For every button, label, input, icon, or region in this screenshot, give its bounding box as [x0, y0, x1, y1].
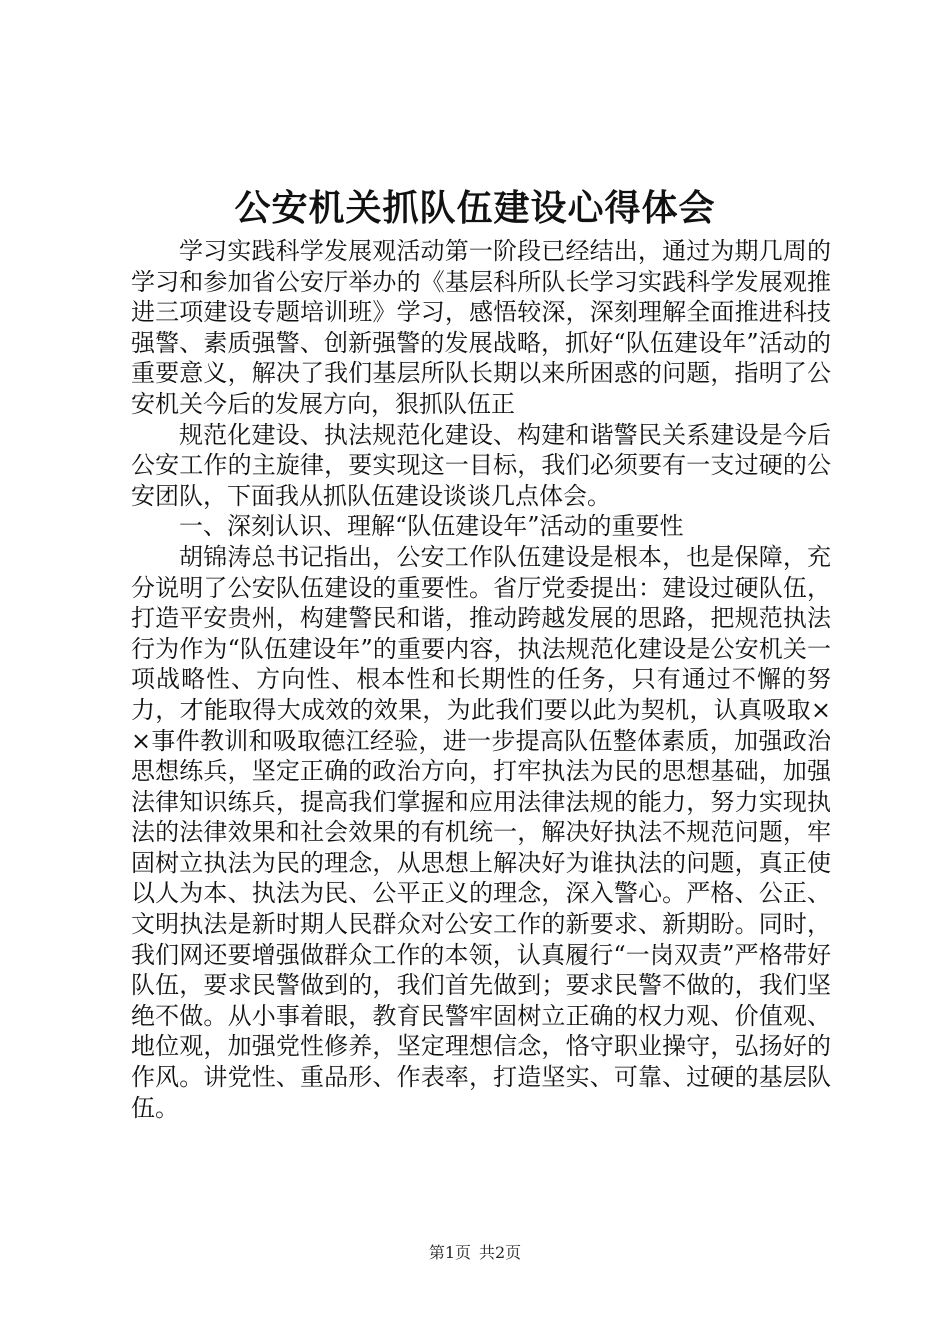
section-heading: 一、深刻认识、理解“队伍建设年”活动的重要性 — [179, 512, 684, 541]
document-title: 公安机关抓队伍建设心得体会 — [234, 187, 716, 229]
paragraph-intro: 学习实践科学发展观活动第一阶段已经结出，通过为期几周的学习和参加省公安厅举办的《基层科所队长学习实践科学发展观推进三项建设专题培训班》学习，感悟较深，深刻理解全面推进科技强警、素质强警、创新强警的发展战略，抓好“队伍建设年”活动的重要意义，解决了我们基层所队长期以来所困惑的问题，指明了公安机关今后的发展方向，狠抓队伍正 — [131, 237, 831, 418]
paragraph-theme: 规范化建设、执法规范化建设、构建和谐警民关系建设是今后公安工作的主旋律，要实现这一目标，我们必须要有一支过硬的公安团队，下面我从抓队伍建设谈谈几点体会。 — [131, 420, 831, 510]
page-number: 第1页 — [428, 1243, 471, 1262]
page-total: 共2页 — [479, 1243, 522, 1262]
page-footer — [0, 1242, 950, 1264]
paragraph-section-body: 胡锦涛总书记指出，公安工作队伍建设是根本，也是保障，充分说明了公安队伍建设的重要性。省厅党委提出：建设过硬队伍，打造平安贵州，构建警民和谐，推动跨越发展的思路，把规范执法行为作为“队伍建设年”的重要内容，执法规范化建设是公安机关一项战略性、方向性、根本性和长期性的任务，只有通过不懈的努力，才能取得大成效的效果，为此我们要以此为契机，认真吸取××事件教训和吸取德江经验，进一步提高队伍整体素质，加强政治思想练兵，坚定正确的政治方向，打牢执法为民的思想基础，加强法律知识练兵，提高我们掌握和应用法律法规的能力，努力实现执法的法律效果和社会效果的有机统一，解决好执法不规范问题，牢固树立执法为民的理念，从思想上解决好为谁执法的问题，真正使以人为本、执法为民、公平正义的理念，深入警心。严格、公正、文明执法是新时期人民群众对公安工作的新要求、新期盼。同时，我们网还要增强做群众工作的本领，认真履行“一岗双责”严格带好队伍，要求民警做到的，我们首先做到；要求民警不做的，我们坚绝不做。从小事着眼，教育民警牢固树立正确的权力观、价值观、地位观，加强党性修养，坚定理想信念，恪守职业操守，弘扬好的作风。讲党性、重品形、作表率，打造坚实、可靠、过硬的基层队伍。 — [131, 542, 831, 1122]
document-body — [131, 236, 831, 1123]
